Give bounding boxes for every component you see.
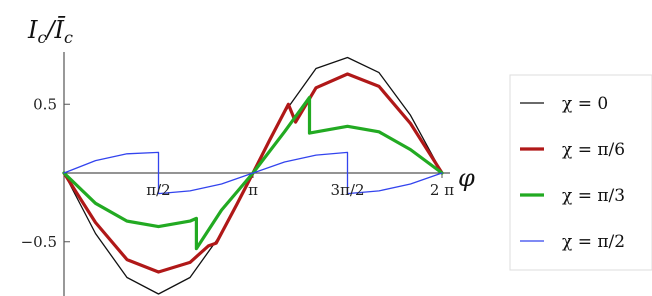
series-group [64,58,442,295]
y-axis-label: $I_c/Ī_c$ [28,16,73,47]
legend-label-4: χ = π/2 [562,232,626,252]
x-tick-label: π [248,181,258,199]
x-tick-label: 3π/2 [330,181,365,199]
axes [64,52,450,296]
x-tick-label: 2 π [429,181,455,199]
x-axis-label: φ [458,164,475,192]
legend-label-3: χ = π/3 [562,186,626,206]
legend-label-2: χ = π/6 [562,140,626,160]
legend [510,75,652,270]
y-tick-label: 0.5 [33,95,57,114]
x-tick-label: π/2 [146,181,171,199]
legend-label-1: χ = 0 [562,94,609,114]
y-tick-label: −0.5 [20,232,57,251]
